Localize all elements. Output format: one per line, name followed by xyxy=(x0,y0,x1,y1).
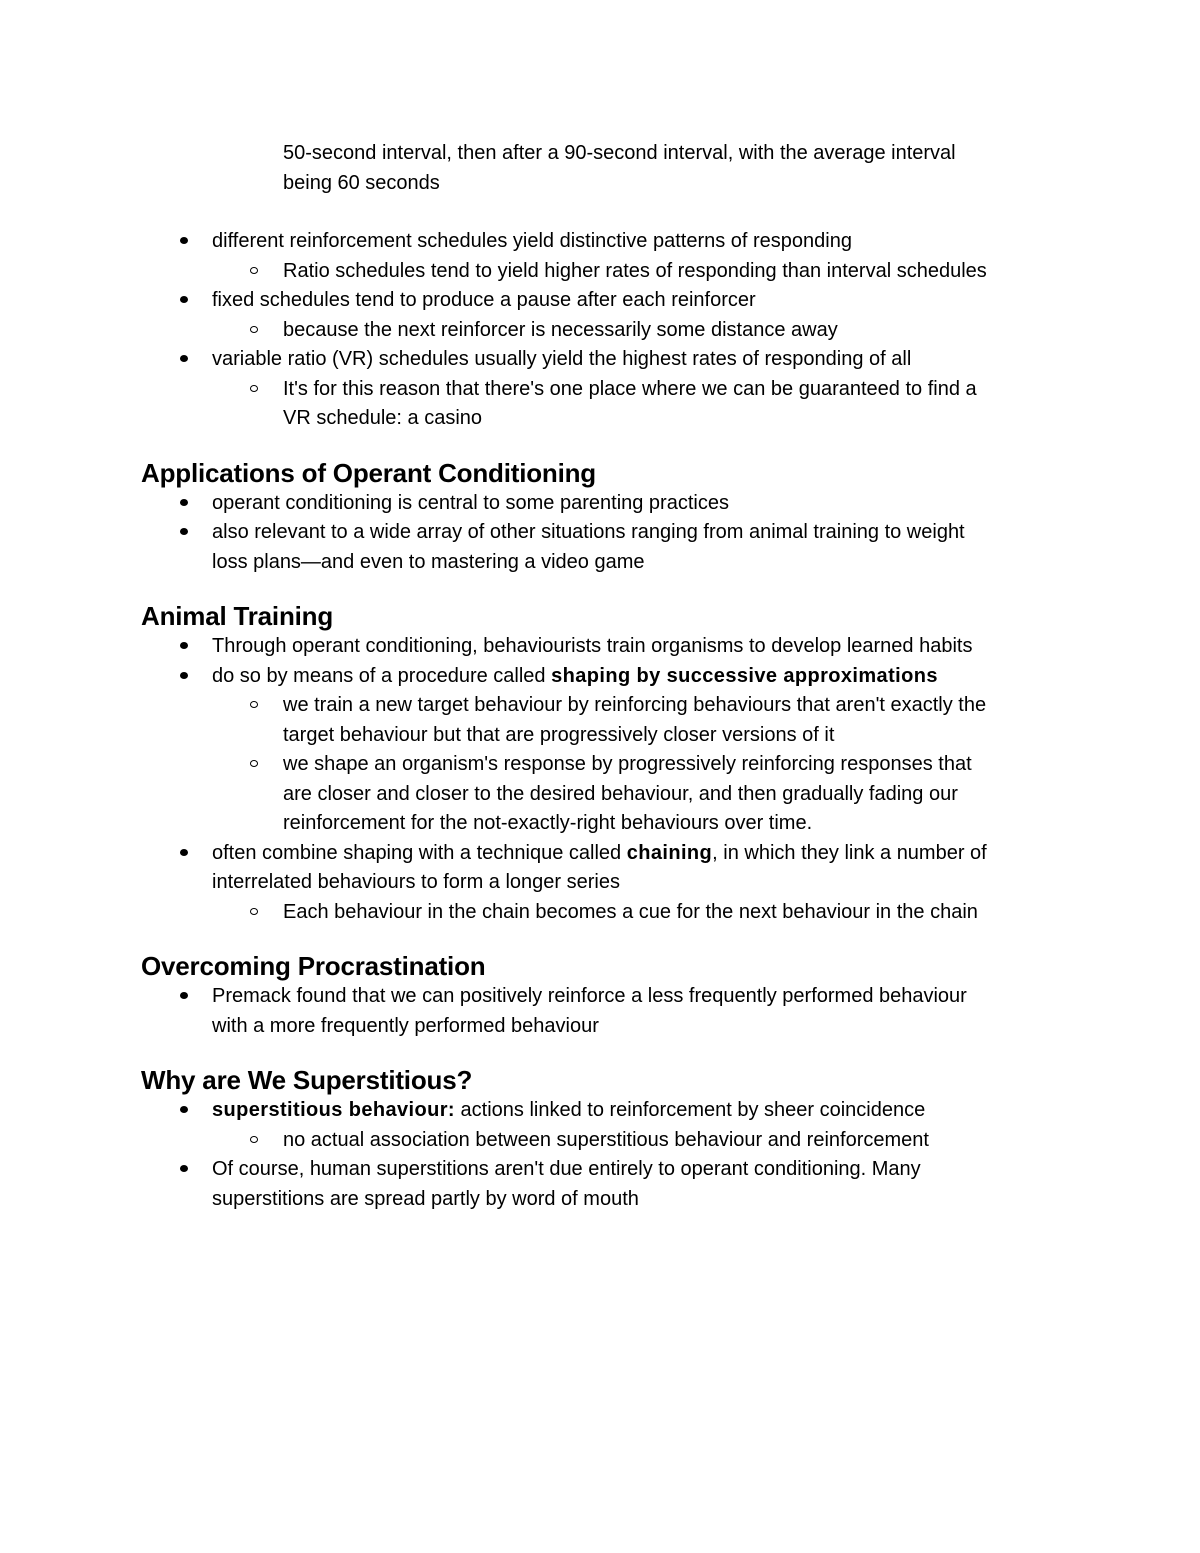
bullet-circle-icon xyxy=(250,908,258,915)
list-item xyxy=(141,1155,1061,1185)
sub-list-item-text: It's for this reason that there's one place where we can be guaranteed to find a xyxy=(283,377,977,400)
sub-list-item xyxy=(141,691,1061,721)
list-item xyxy=(141,489,1061,519)
bold-term-superstitious-behaviour: superstitious behaviour: xyxy=(212,1099,455,1121)
list-item-text: Premack found that we can positively reinforce a less frequently performed behaviour xyxy=(212,985,967,1007)
bullet-circle-icon xyxy=(250,326,258,333)
list-item xyxy=(141,662,1061,692)
list-item xyxy=(141,286,1061,316)
list-item-text: do so by means of a procedure called xyxy=(212,664,552,687)
list-item xyxy=(141,632,1061,662)
bullet-circle-icon xyxy=(250,267,258,274)
sub-list-item xyxy=(141,257,1061,287)
bullet-disc-icon xyxy=(180,355,188,362)
bullet-disc-icon xyxy=(180,296,188,303)
bullet-circle-icon xyxy=(250,701,258,708)
bullet-disc-icon xyxy=(180,237,188,244)
section-heading-procrastination: Overcoming Procrastination xyxy=(141,951,486,981)
list-item-text: Through operant conditioning, behaviourists train organisms to develop learned habits xyxy=(212,635,973,657)
document-body xyxy=(141,139,1061,1214)
sub-list-item-text: we train a new target behaviour by reinforcing behaviours that aren't exactly the xyxy=(283,694,987,716)
sub-list-item-text: no actual association between superstitious behaviour and reinforcement xyxy=(283,1128,929,1151)
list-item-text: operant conditioning is central to some parenting practices xyxy=(212,491,729,514)
bullet-disc-icon xyxy=(180,499,188,506)
bullet-disc-icon xyxy=(180,992,188,999)
bullet-disc-icon xyxy=(180,672,188,679)
sub-list-item xyxy=(141,750,1061,780)
list-item-text: Of course, human superstitions aren't due entirely to operant conditioning. Many xyxy=(212,1158,921,1180)
list-item-text: often combine shaping with a technique called xyxy=(212,841,627,864)
list-item xyxy=(141,518,1061,548)
list-item-text: also relevant to a wide array of other situations ranging from animal training to weight xyxy=(212,521,965,543)
bullet-disc-icon xyxy=(180,528,188,535)
sub-list-item xyxy=(141,898,1061,928)
sub-list-item xyxy=(141,316,1061,346)
list-item-text: actions linked to reinforcement by sheer coincidence xyxy=(454,1099,926,1121)
bullet-disc-icon xyxy=(180,1106,188,1113)
sub-list-item-continuation: reinforcement for the not-exactly-right behaviours over time. xyxy=(283,812,813,834)
bullet-disc-icon xyxy=(180,849,188,856)
sub-list-item xyxy=(141,1126,1061,1156)
bullet-disc-icon xyxy=(180,1165,188,1172)
list-item-text: , in which they link a number of xyxy=(712,841,987,864)
sub-list-item-text: Each behaviour in the chain becomes a cue for the next behaviour in the chain xyxy=(283,900,978,923)
sub-list-item-continuation: VR schedule: a casino xyxy=(283,407,483,429)
bold-term-chaining: chaining xyxy=(626,841,713,864)
section-heading-animal-training: Animal Training xyxy=(141,601,334,631)
list-item-text: different reinforcement schedules yield distinctive patterns of responding xyxy=(212,230,852,252)
sub-list-item xyxy=(141,375,1061,405)
bullet-circle-icon xyxy=(250,1136,258,1143)
list-item xyxy=(141,839,1061,869)
list-item-continuation: superstitions are spread partly by word of mouth xyxy=(212,1187,639,1210)
list-item-text: variable ratio (VR) schedules usually yield the highest rates of responding of all xyxy=(212,348,912,370)
bullet-circle-icon xyxy=(250,760,258,767)
list-item-continuation: with a more frequently performed behaviour xyxy=(212,1014,599,1037)
list-item-continuation: loss plans—and even to mastering a video game xyxy=(212,550,645,573)
sub-list-item-text: we shape an organism's response by progressively reinforcing responses that xyxy=(283,753,972,775)
sub-list-item-continuation: target behaviour but that are progressively closer versions of it xyxy=(283,723,835,746)
sub-list-item-text: Ratio schedules tend to yield higher rates of responding than interval schedules xyxy=(283,259,987,282)
list-item-continuation: interrelated behaviours to form a longer series xyxy=(212,871,620,893)
bullet-circle-icon xyxy=(250,385,258,392)
list-item xyxy=(141,982,1061,1012)
section-heading-superstitious: Why are We Superstitious? xyxy=(141,1065,473,1095)
bullet-disc-icon xyxy=(180,642,188,649)
continuation-line: 50-second interval, then after a 90-second interval, with the average interval xyxy=(283,142,956,164)
sub-list-item-text: because the next reinforcer is necessarily some distance away xyxy=(283,318,838,341)
sub-list-item-continuation: are closer and closer to the desired behaviour, and then gradually fading our xyxy=(283,782,958,805)
continuation-line: being 60 seconds xyxy=(283,171,440,194)
list-item xyxy=(141,1096,1061,1126)
list-item-text: fixed schedules tend to produce a pause after each reinforcer xyxy=(212,289,756,311)
section-heading-applications: Applications of Operant Conditioning xyxy=(141,457,596,488)
bold-term-shaping: shaping by successive approximations xyxy=(551,664,938,687)
list-item xyxy=(141,227,1061,257)
list-item xyxy=(141,345,1061,375)
